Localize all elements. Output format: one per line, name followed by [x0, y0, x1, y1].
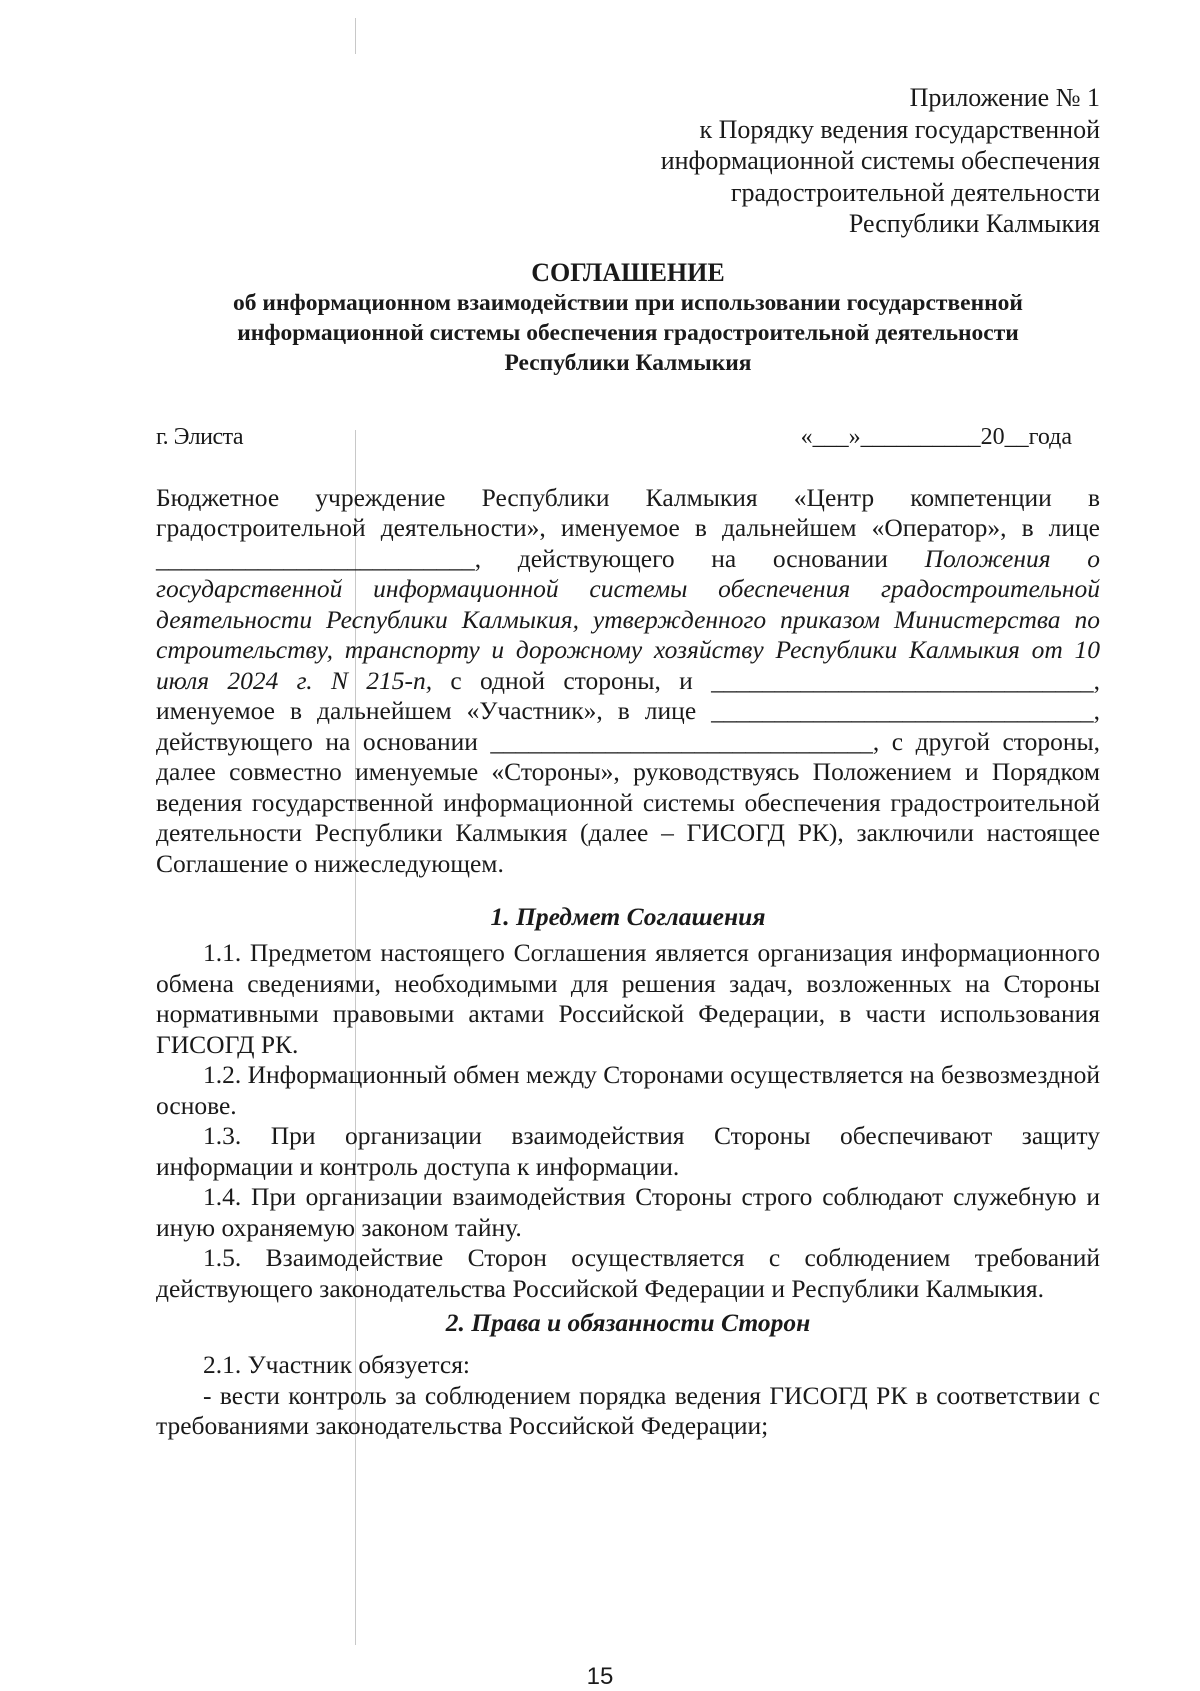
annex-line: градостроительной деятельности [730, 177, 1100, 207]
subtitle-line: информационной системы обеспечения градостроительной деятельности [237, 319, 1019, 346]
clause-2-1: 2.1. Участник обязуется: [203, 1350, 471, 1379]
document-body [156, 82, 1100, 1442]
place-of-signing: г. Элиста [156, 423, 244, 450]
clause-1-4: 1.4. При организации взаимодействия Стороны строго соблюдают служебную и иную охраняемую законом тайну. [156, 1182, 1100, 1242]
page-number: 15 [586, 1663, 614, 1690]
clause-1-3: 1.3. При организации взаимодействия Стороны обеспечивают защиту информации и контроль доступа к информации. [156, 1121, 1100, 1181]
section-2-title: 2. Права и обязанности Сторон [445, 1308, 811, 1337]
annex-block [156, 82, 1100, 240]
clause-2-1-item: - вести контроль за соблюдением порядка ведения ГИСОГД РК в соответствии с требованиями законодательства Российской Федерации; [156, 1380, 1100, 1440]
annex-line: Республики Калмыкия [848, 209, 1100, 238]
preamble-paragraph [156, 483, 1100, 880]
section-1-title: 1. Предмет Соглашения [490, 902, 766, 931]
document-title: СОГЛАШЕНИЕ [531, 257, 725, 287]
subtitle-line: об информационном взаимодействии при использовании государственной [233, 289, 1023, 316]
scan-artifact-line-top [355, 18, 356, 54]
annex-line: информационной системы обеспечения [660, 146, 1100, 175]
preamble-text-continued: с одной стороны, и ______________________________, именуемое в дальнейшем «Участник», в лице ______________________________, действующего на основании ______________________________, с другой стороны, далее совместно именуемые «Стороны», руководствуясь Положением и Порядком ведения государственной информационной системы обеспечения градостроительной деятельности Республики Калмыкия (далее – ГИСОГД РК), заключили настоящее Соглашение о нижеследующем. [156, 665, 1101, 878]
clause-1-2: 1.2. Информационный обмен между Сторонами осуществляется на безвозмездной основе. [156, 1060, 1100, 1120]
annex-line: к Порядку ведения государственной [699, 114, 1100, 144]
clause-1-5: 1.5. Взаимодействие Сторон осуществляется с соблюдением требований действующего законодательства Российской Федерации и Республики Калмыкия. [156, 1243, 1100, 1303]
preamble-basis-italic: Положения о государственной информационной системы обеспечения градостроительной деятельности Республики Калмыкия, утвержденного приказом Министерства по строительству, транспорту и дорожному хозяйству Республики Калмыкия от 10 июля 2024 г. N 215-п, [156, 543, 1100, 695]
preamble-text: Бюджетное учреждение Республики Калмыкия «Центр компетенции в градостроительной деятельности», именуемое в дальнейшем «Оператор», в лице _________________________, действующего на основании [156, 482, 1100, 573]
subtitle-line: Республики Калмыкия [504, 349, 752, 376]
clause-1-1: 1.1. Предметом настоящего Соглашения является организация информационного обмена сведениями, необходимыми для решения задач, возложенных на Стороны нормативными правовыми актами Российской Федерации, в части использования ГИСОГД РК. [156, 938, 1100, 1059]
date-of-signing: «___»__________20__года [800, 423, 1072, 450]
document-subtitle [156, 288, 1100, 378]
annex-line: Приложение № 1 [909, 83, 1100, 112]
place-date-row [156, 424, 1100, 456]
